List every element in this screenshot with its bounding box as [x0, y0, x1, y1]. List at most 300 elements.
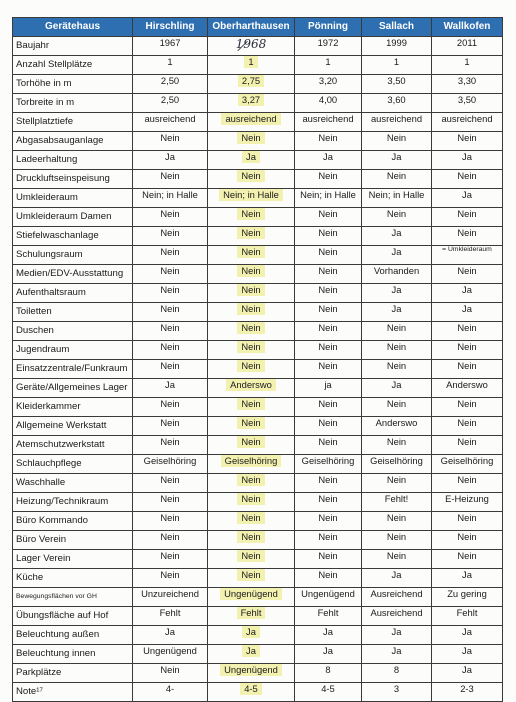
cell-value: Ja [323, 626, 333, 637]
cell-value: 3 [393, 683, 400, 694]
cell-value: Nein [160, 512, 180, 523]
table-cell [208, 607, 295, 626]
table-cell [133, 341, 208, 360]
table-cell [432, 208, 503, 227]
cell-value: Nein [237, 227, 264, 240]
table-cell [133, 322, 208, 341]
cell-value: Nein [237, 170, 264, 183]
cell-value: Nein [386, 531, 407, 542]
cell-value: Nein [318, 208, 338, 219]
row-label: Beleuchtung innen [13, 645, 133, 664]
table-cell [362, 227, 432, 246]
table-cell [432, 493, 503, 512]
table-cell [432, 455, 503, 474]
table-cell [133, 246, 208, 265]
cell-value: Nein [237, 417, 264, 430]
table-cell [295, 208, 362, 227]
table-cell [208, 132, 295, 151]
table-cell [362, 531, 432, 550]
row-label: Stellplatztiefe [13, 113, 133, 132]
table-row [13, 37, 503, 56]
table-cell [362, 37, 432, 56]
table-cell [432, 626, 503, 645]
table-cell [133, 398, 208, 417]
cell-value: Nein [237, 436, 264, 449]
table-cell [432, 37, 503, 56]
cell-value: Nein [237, 569, 264, 582]
cell-value: Nein [386, 341, 407, 352]
cell-value: Nein [457, 531, 477, 542]
cell-value: Ja [242, 151, 260, 164]
table-cell [362, 208, 432, 227]
cell-value: Ungenügend [301, 588, 355, 599]
table-cell [432, 417, 503, 436]
cell-value: Ausreichend [370, 588, 423, 599]
row-label: Anzahl Stellplätze [13, 56, 133, 75]
table-row [13, 227, 503, 246]
table-cell [432, 550, 503, 569]
table-row [13, 360, 503, 379]
table-row [13, 626, 503, 645]
table-cell [362, 569, 432, 588]
table-cell [432, 683, 503, 702]
row-label: Küche [13, 569, 133, 588]
cell-value: Ja [391, 303, 402, 314]
table-cell [362, 626, 432, 645]
row-label: Geräte/Allgemeines Lager [13, 379, 133, 398]
cell-value: Geiselhöring [440, 455, 494, 466]
table-cell [208, 398, 295, 417]
table-cell [362, 113, 432, 132]
table-cell [362, 512, 432, 531]
table-row [13, 75, 503, 94]
table-row [13, 417, 503, 436]
table-cell [133, 645, 208, 664]
cell-value: 1968 [235, 37, 267, 51]
table-cell [208, 531, 295, 550]
table-cell [295, 417, 362, 436]
table-row [13, 303, 503, 322]
row-label: Ladeerhaltung [13, 151, 133, 170]
table-cell [295, 284, 362, 303]
cell-value: Nein [160, 265, 180, 276]
table-row [13, 284, 503, 303]
cell-value: Nein [318, 303, 338, 314]
cell-value: Ja [242, 645, 260, 658]
cell-value: Nein [160, 360, 180, 371]
row-label: Atemschutzwerkstatt [13, 436, 133, 455]
cell-value: Nein [160, 569, 180, 580]
table-cell [362, 683, 432, 702]
table-cell [208, 75, 295, 94]
cell-value: Fehlt [317, 607, 339, 618]
table-cell [362, 474, 432, 493]
cell-value: 3,30 [457, 75, 477, 86]
cell-value: Vorhanden [373, 265, 420, 276]
cell-value: Nein [318, 493, 338, 504]
table-cell [208, 170, 295, 189]
cell-value: Ja [462, 569, 472, 580]
table-cell [362, 303, 432, 322]
cell-value: Ja [391, 379, 402, 390]
cell-value: Nein [457, 474, 477, 485]
cell-value: Nein [457, 322, 477, 333]
cell-value: Ja [165, 626, 175, 637]
table-cell [208, 151, 295, 170]
cell-value: ja [324, 379, 332, 390]
table-cell [295, 113, 362, 132]
row-label: Beleuchtung außen [13, 626, 133, 645]
table-cell [133, 303, 208, 322]
cell-value: Nein [318, 398, 338, 409]
table-cell [208, 493, 295, 512]
table-cell [133, 607, 208, 626]
cell-value: Nein; in Halle [142, 189, 198, 200]
cell-value: 4-5 [240, 683, 262, 696]
cell-value: Nein [318, 341, 338, 352]
cell-value: Ja [462, 645, 472, 656]
cell-value: Anderswo [226, 379, 276, 392]
row-label: Parkplätze [13, 664, 133, 683]
table-row [13, 645, 503, 664]
table-cell [208, 645, 295, 664]
cell-value: Nein [386, 170, 407, 181]
table-cell [133, 170, 208, 189]
row-label: Lager Verein [13, 550, 133, 569]
table-row [13, 94, 503, 113]
table-cell [295, 455, 362, 474]
table-cell [362, 664, 432, 683]
cell-value: Nein; in Halle [219, 189, 283, 202]
cell-value: Ja [323, 645, 333, 656]
cell-value: Nein [318, 322, 338, 333]
table-cell [133, 569, 208, 588]
header-oberharthausen: Oberharthausen [208, 18, 295, 37]
cell-value: Nein [160, 341, 180, 352]
cell-value: Ja [391, 227, 402, 238]
cell-value: = Umkleideraum [442, 246, 492, 253]
cell-value: Nein [457, 265, 477, 276]
table-cell [432, 56, 503, 75]
cell-value: Ja [391, 626, 402, 637]
cell-value: 1 [244, 56, 257, 69]
cell-value: Nein [386, 512, 407, 523]
table-cell [133, 550, 208, 569]
table-row [13, 569, 503, 588]
table-row [13, 341, 503, 360]
cell-value: Nein [318, 170, 338, 181]
table-cell [362, 493, 432, 512]
cell-value: Ja [391, 246, 402, 257]
cell-value: Nein [237, 341, 264, 354]
cell-value: Ja [165, 379, 175, 390]
cell-value: Nein [318, 474, 338, 485]
cell-value: Ja [391, 569, 402, 580]
row-label: Umkleideraum Damen [13, 208, 133, 227]
cell-value: Ungenügend [220, 664, 282, 677]
row-label: Büro Verein [13, 531, 133, 550]
cell-value: Nein [318, 550, 338, 561]
table-cell [295, 550, 362, 569]
row-label: Abgasabsauganlage [13, 132, 133, 151]
table-cell [362, 170, 432, 189]
table-row [13, 474, 503, 493]
cell-value: Nein [237, 132, 264, 145]
cell-value: Nein [160, 436, 180, 447]
cell-value: Nein [160, 664, 180, 675]
table-cell [295, 512, 362, 531]
cell-value: ausreichend [441, 113, 493, 124]
cell-value: Nein [160, 246, 180, 257]
cell-value: 1972 [317, 37, 339, 48]
cell-value: 2-3 [460, 683, 474, 694]
table-cell [432, 170, 503, 189]
table-cell [295, 227, 362, 246]
table-cell [432, 284, 503, 303]
table-row [13, 208, 503, 227]
table-cell [295, 398, 362, 417]
table-cell [432, 436, 503, 455]
cell-value: Ja [391, 645, 402, 656]
cell-value: Nein [160, 474, 180, 485]
cell-value: Nein [160, 398, 180, 409]
cell-value: Ausreichend [370, 607, 423, 618]
table-cell [133, 75, 208, 94]
row-label: Heizung/Technikraum [13, 493, 133, 512]
row-label: Druckluftseinspeisung [13, 170, 133, 189]
cell-value: Nein [160, 227, 180, 238]
cell-value: Nein [318, 246, 338, 257]
cell-value: Nein [237, 360, 264, 373]
table-cell [362, 607, 432, 626]
cell-value: Nein [318, 284, 338, 295]
table-cell [362, 417, 432, 436]
table-cell [432, 151, 503, 170]
table-row [13, 379, 503, 398]
cell-value: 1999 [386, 37, 407, 48]
cell-value: Nein [160, 132, 180, 143]
cell-value: Nein [386, 398, 407, 409]
cell-value: Ja [462, 189, 472, 200]
table-cell [295, 151, 362, 170]
table-cell [432, 189, 503, 208]
cell-value: Nein [457, 132, 477, 143]
table-cell [208, 417, 295, 436]
cell-value: Ja [462, 303, 472, 314]
table-cell [432, 512, 503, 531]
row-label: Duschen [13, 322, 133, 341]
table-cell [208, 588, 295, 607]
cell-value: Ja [242, 626, 260, 639]
table-cell [295, 436, 362, 455]
cell-value: 1 [464, 56, 470, 67]
row-label: Waschhalle [13, 474, 133, 493]
table-cell [432, 113, 503, 132]
table-cell [208, 455, 295, 474]
table-cell [208, 284, 295, 303]
table-cell [432, 94, 503, 113]
table-cell [432, 322, 503, 341]
cell-value: Nein [457, 227, 477, 238]
cell-value: Nein [160, 170, 180, 181]
row-label: Einsatzzentrale/Funkraum [13, 360, 133, 379]
cell-value: Nein [457, 436, 477, 447]
cell-value: Nein [457, 341, 477, 352]
table-cell [295, 531, 362, 550]
cell-value: Zu gering [447, 588, 487, 599]
table-cell [295, 322, 362, 341]
cell-value: Nein [386, 132, 407, 143]
cell-value: Nein [237, 303, 264, 316]
table-cell [133, 512, 208, 531]
table-cell [295, 37, 362, 56]
cell-value: Ja [391, 284, 402, 295]
cell-value: Ja [462, 626, 472, 637]
table-cell [295, 493, 362, 512]
table-cell [133, 360, 208, 379]
table-row [13, 493, 503, 512]
cell-value: Ja [165, 151, 175, 162]
table-cell [133, 683, 208, 702]
table-cell [362, 151, 432, 170]
cell-value: Nein [237, 531, 264, 544]
table-cell [208, 626, 295, 645]
table-cell [208, 550, 295, 569]
table-cell [295, 379, 362, 398]
cell-value: 4,00 [318, 94, 338, 105]
cell-value: Ungenügend [220, 588, 282, 601]
table-cell [432, 379, 503, 398]
header-poenning: Pönning [295, 18, 362, 37]
cell-value: 8 [393, 664, 400, 675]
table-cell [133, 208, 208, 227]
cell-value: Nein [160, 322, 180, 333]
table-cell [208, 360, 295, 379]
table-cell [362, 645, 432, 664]
cell-value: 3,50 [457, 94, 477, 105]
table-cell [133, 493, 208, 512]
table-cell [208, 227, 295, 246]
cell-value: Fehlt [159, 607, 181, 618]
cell-value: Nein [457, 417, 477, 428]
row-label: Übungsfläche auf Hof [13, 607, 133, 626]
table-row [13, 531, 503, 550]
table-cell [208, 208, 295, 227]
row-label: Allgemeine Werkstatt [13, 417, 133, 436]
table-cell [362, 189, 432, 208]
cell-value: Fehlt! [384, 493, 409, 504]
table-cell [362, 132, 432, 151]
cell-value: Anderswo [375, 417, 418, 428]
header-sallach: Sallach [362, 18, 432, 37]
row-label: Note¹⁷ [13, 683, 133, 702]
table-cell [295, 569, 362, 588]
table-cell [295, 474, 362, 493]
table-row [13, 512, 503, 531]
table-cell [295, 683, 362, 702]
cell-value: Ja [323, 151, 333, 162]
cell-value: Nein [160, 531, 180, 542]
table-cell [362, 550, 432, 569]
cell-value: Nein [318, 512, 338, 523]
table-cell [362, 436, 432, 455]
row-label: Schulungsraum [13, 246, 133, 265]
table-cell [133, 417, 208, 436]
row-label: Jugendraum [13, 341, 133, 360]
table-cell [208, 474, 295, 493]
cell-value: E-Heizung [445, 493, 489, 504]
row-label: Torbreite in m [13, 94, 133, 113]
row-label: Baujahr [13, 37, 133, 56]
table-cell [432, 398, 503, 417]
cell-value: Nein [160, 550, 180, 561]
table-cell [208, 322, 295, 341]
cell-value: Nein [386, 208, 407, 219]
row-label: Medien/EDV-Ausstattung [13, 265, 133, 284]
cell-value: Nein [237, 474, 264, 487]
table-cell [208, 113, 295, 132]
table-cell [133, 37, 208, 56]
cell-value: Anderswo [446, 379, 488, 390]
table-cell [432, 588, 503, 607]
table-cell [133, 151, 208, 170]
cell-value: Nein [160, 417, 180, 428]
table-cell [133, 474, 208, 493]
table-row [13, 683, 503, 702]
row-label: Bewegungsflächen vor GH [13, 588, 133, 607]
table-cell [362, 265, 432, 284]
table-cell [432, 75, 503, 94]
cell-value: Ja [462, 664, 472, 675]
cell-value: Ungenügend [143, 645, 197, 656]
cell-value: ausreichend [370, 113, 423, 124]
table-cell [208, 683, 295, 702]
table-row [13, 265, 503, 284]
cell-value: Nein [237, 322, 264, 335]
table-cell [432, 607, 503, 626]
cell-value: Nein [237, 512, 264, 525]
table-cell [432, 227, 503, 246]
table-cell [133, 113, 208, 132]
cell-value: Nein [386, 360, 407, 371]
cell-value: Fehlt [456, 607, 478, 618]
cell-value: 3,60 [387, 94, 406, 105]
cell-value: Nein [237, 284, 264, 297]
table-cell [133, 284, 208, 303]
row-label: Schlauchpflege [13, 455, 133, 474]
cell-value: Nein [160, 303, 180, 314]
table-cell [133, 626, 208, 645]
table-cell [208, 512, 295, 531]
table-cell [362, 379, 432, 398]
table-cell [133, 132, 208, 151]
cell-value: 2011 [456, 37, 478, 48]
table-row [13, 246, 503, 265]
table-cell [295, 170, 362, 189]
cell-value: Nein [318, 436, 338, 447]
table-row [13, 151, 503, 170]
table-cell [208, 265, 295, 284]
header-label-col: Gerätehaus [13, 18, 133, 37]
table-cell [133, 189, 208, 208]
table-cell [362, 398, 432, 417]
cell-value: Ja [391, 151, 402, 162]
table-row [13, 550, 503, 569]
cell-value: Nein [237, 550, 264, 563]
table-cell [208, 341, 295, 360]
table-cell [295, 75, 362, 94]
cell-value: Nein [386, 322, 407, 333]
